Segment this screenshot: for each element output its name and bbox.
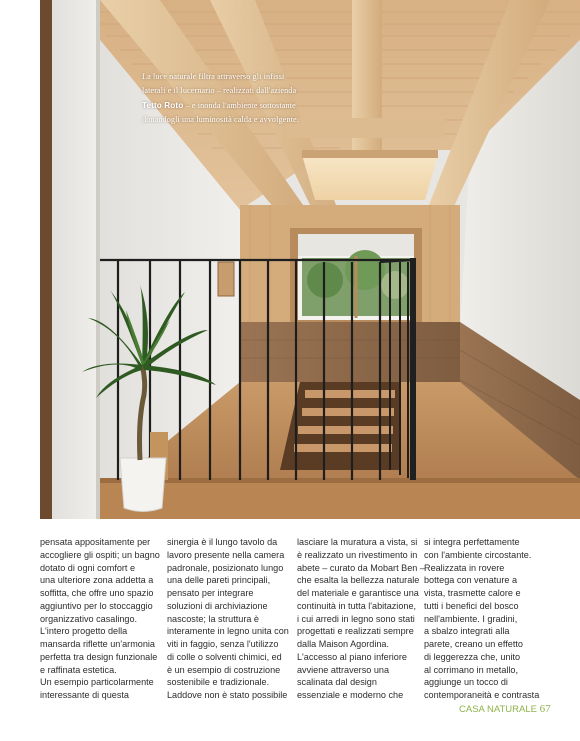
body-text-line: aggiunge un tocco di bbox=[424, 677, 508, 688]
body-text-line: L'intero progetto della bbox=[40, 626, 128, 637]
body-text-line: una ulteriore zona addetta a bbox=[40, 575, 154, 586]
caption-line: – e inonda l'ambiente sottostante bbox=[183, 100, 296, 110]
body-text-line: è realizzato un rivestimento in bbox=[297, 549, 418, 560]
body-text-line: L'accesso al piano inferiore bbox=[297, 651, 407, 662]
body-text-line: soluzioni di archiviazione bbox=[167, 600, 268, 611]
body-text-line: si integra perfettamente bbox=[424, 537, 520, 547]
body-text-line: scalinata dal design bbox=[297, 677, 377, 688]
body-text-line: bottega con venature a bbox=[424, 575, 518, 586]
body-text-line: vista, trasmette calore e bbox=[424, 588, 521, 598]
body-text-line: di colle o solventi chimici, ed bbox=[167, 651, 282, 662]
body-text-line: accogliere gli ospiti; un bagno bbox=[40, 549, 160, 560]
body-text-line: aggiuntivo per lo stoccaggio bbox=[40, 600, 153, 611]
body-text-line: che esalta la bellezza naturale bbox=[297, 575, 420, 586]
body-text-line: sinergia è il lungo tavolo da bbox=[167, 537, 278, 547]
body-text-line: con l'ambiente circostante. bbox=[424, 549, 532, 560]
body-text-line: e raffinata estetica. bbox=[40, 664, 117, 675]
body-text-line: lasciare la muratura a vista, si bbox=[297, 537, 418, 547]
body-text-line: dalla Maison Agordina. bbox=[297, 639, 390, 649]
body-text-line: contemporaneità e contrasta bbox=[424, 690, 540, 700]
body-text-line: è un esempio di costruzione bbox=[167, 664, 281, 675]
caption-brand: Tetto Roto bbox=[142, 100, 184, 110]
body-text-line: lavoro presente nella camera bbox=[167, 549, 285, 560]
body-text-line: progettati e realizzati sempre bbox=[297, 626, 414, 637]
caption-line: La luce naturale filtra attraverso gli infissi bbox=[142, 72, 285, 81]
body-text-line: interessante di questa bbox=[40, 690, 129, 700]
body-column-2 bbox=[167, 536, 299, 702]
body-column-3 bbox=[297, 536, 429, 702]
body-text-line: dotato di ogni comfort e bbox=[40, 562, 136, 573]
body-text-line: essenziale e moderno che bbox=[297, 690, 404, 700]
magazine-name: CASA NATURALE bbox=[459, 704, 537, 715]
body-column-4 bbox=[424, 536, 556, 702]
body-text-line: sostenibile e tradizionale. bbox=[167, 677, 270, 688]
body-text-line: Un esempio particolarmente bbox=[40, 677, 154, 688]
body-text-line: abete – curato da Mobart Ben – bbox=[297, 562, 425, 573]
body-text-line: Realizzata in rovere bbox=[424, 562, 505, 573]
body-text-line: soffitta, che offre uno spazio bbox=[40, 588, 154, 598]
body-text-line: tutti i benefici del bosco bbox=[424, 600, 519, 611]
photo-caption bbox=[142, 70, 342, 127]
body-text-line: del materiale e garantisce una bbox=[297, 588, 419, 598]
body-text-line: Laddove non è stato possibile bbox=[167, 690, 288, 700]
body-text-line: avviene attraverso una bbox=[297, 664, 390, 675]
body-text-line: nascoste; la struttura è bbox=[167, 613, 259, 624]
body-text-line: interamente in legno unita con bbox=[167, 626, 289, 637]
body-text-line: pensato per integrare bbox=[167, 588, 254, 598]
page-folio bbox=[459, 703, 551, 715]
caption-line: donandogli una luminosità calda e avvolgente. bbox=[142, 114, 299, 124]
body-text-line: viti in faggio, senza l'utilizzo bbox=[167, 639, 279, 649]
body-text-line: padronale, posizionato lungo bbox=[167, 562, 284, 573]
body-text-line: una delle pareti principali, bbox=[167, 575, 271, 586]
body-column-1 bbox=[40, 536, 172, 702]
body-text-line: pensata appositamente per bbox=[40, 537, 151, 547]
body-text-line: al corrimano in metallo, bbox=[424, 664, 519, 675]
body-text-line: organizzativo casalingo. bbox=[40, 613, 138, 624]
body-text-line: i cui arredi in legno sono stati bbox=[297, 613, 415, 624]
interior-photo bbox=[40, 0, 580, 519]
caption-line: laterali e il lucernario – realizzati dall'azienda bbox=[142, 86, 297, 96]
body-text-line: perfetta tra design funzionale bbox=[40, 651, 158, 662]
body-text-line: parete, creano un effetto bbox=[424, 639, 523, 649]
page-number: 67 bbox=[539, 703, 551, 715]
body-text-line: nell'ambiente. I gradini, bbox=[424, 613, 518, 624]
body-text-line: mansarda riflette un'armonia bbox=[40, 639, 155, 649]
body-text-line: continuità in tutta l'abitazione, bbox=[297, 600, 417, 611]
body-text-line: a sbalzo integrati alla bbox=[424, 626, 510, 637]
body-text-line: di leggerezza che, unito bbox=[424, 651, 521, 662]
